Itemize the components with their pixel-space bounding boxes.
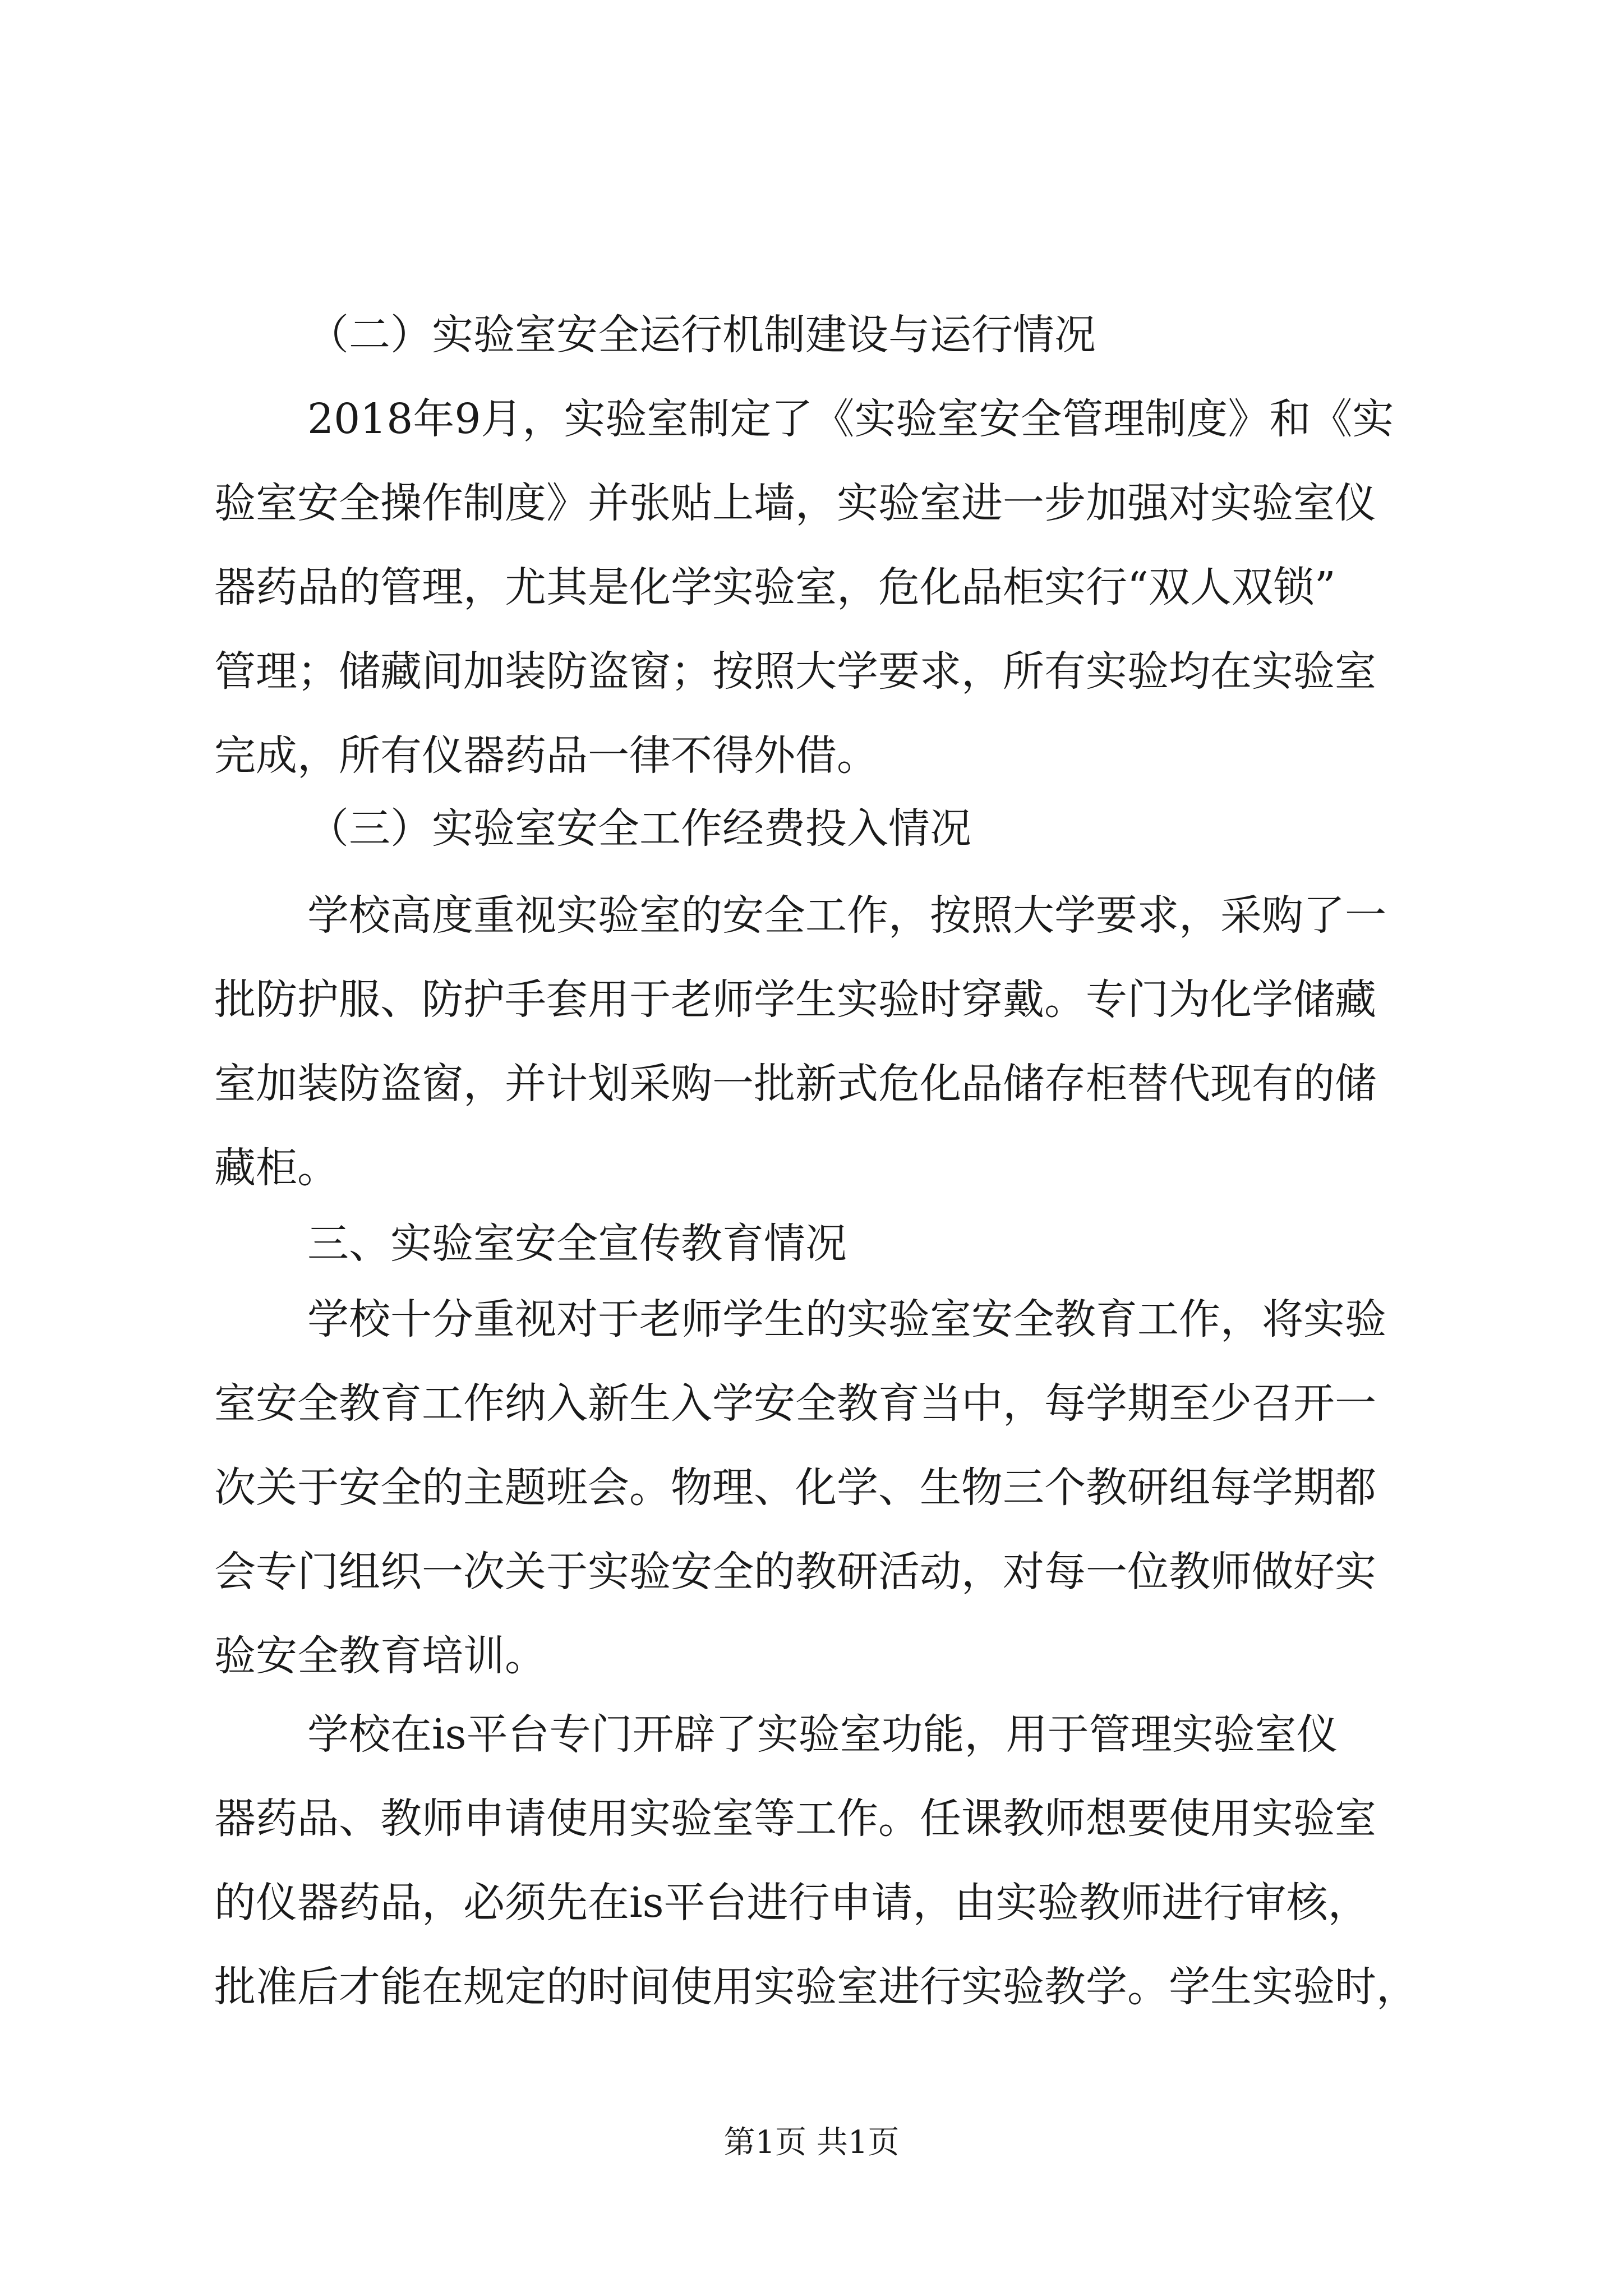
paragraph-line: 学校高度重视实验室的安全工作，按照大学要求，采购了一 [307, 891, 1386, 940]
paragraph-line: 批防护服、防护手套用于老师学生实验时穿戴。专门为化学储藏 [214, 976, 1376, 1024]
paragraph-line: 器药品、教师申请使用实验室等工作。任课教师想要使用实验室 [214, 1795, 1376, 1843]
paragraph-line: 管理；储藏间加装防盗窗；按照大学要求，所有实验均在实验室 [214, 647, 1376, 696]
section-heading-mechanism: （二）实验室安全运行机制建设与运行情况 [307, 311, 1096, 359]
paragraph-line: 器药品的管理，尤其是化学实验室，危化品柜实行“双人双锁” [214, 563, 1336, 611]
page-footer: 第1页 共1页 [723, 2124, 900, 2161]
paragraph-line: 完成，所有仪器药品一律不得外借。 [214, 731, 878, 780]
paragraph-line: 会专门组织一次关于实验安全的教研活动，对每一位教师做好实 [214, 1548, 1376, 1596]
paragraph-line: 藏柜。 [214, 1144, 339, 1192]
paragraph-line: 室安全教育工作纳入新生入学安全教育当中，每学期至少召开一 [214, 1379, 1376, 1428]
paragraph-line: 室加装防盗窗，并计划采购一批新式危化品储存柜替代现有的储 [214, 1060, 1376, 1108]
paragraph-line: 验室安全操作制度》并张贴上墙，实验室进一步加强对实验室仪 [214, 479, 1376, 527]
paragraph-line: 学校十分重视对于老师学生的实验室安全教育工作，将实验 [307, 1295, 1386, 1343]
section-heading-funding: （三）实验室安全工作经费投入情况 [307, 804, 971, 853]
paragraph-line: 批准后才能在规定的时间使用实验室进行实验教学。学生实验时， [214, 1963, 1418, 2011]
section-heading-education: 三、实验室安全宣传教育情况 [307, 1220, 847, 1268]
paragraph-line: 学校在is平台专门开辟了实验室功能，用于管理实验室仪 [307, 1710, 1338, 1759]
paragraph-line: 验安全教育培训。 [214, 1632, 546, 1680]
paragraph-line: 的仪器药品，必须先在is平台进行申请，由实验教师进行审核， [214, 1879, 1370, 1927]
paragraph-line: 2018年9月，实验室制定了《实验室安全管理制度》和《实 [307, 395, 1394, 443]
paragraph-line: 次关于安全的主题班会。物理、化学、生物三个教研组每学期都 [214, 1464, 1376, 1512]
